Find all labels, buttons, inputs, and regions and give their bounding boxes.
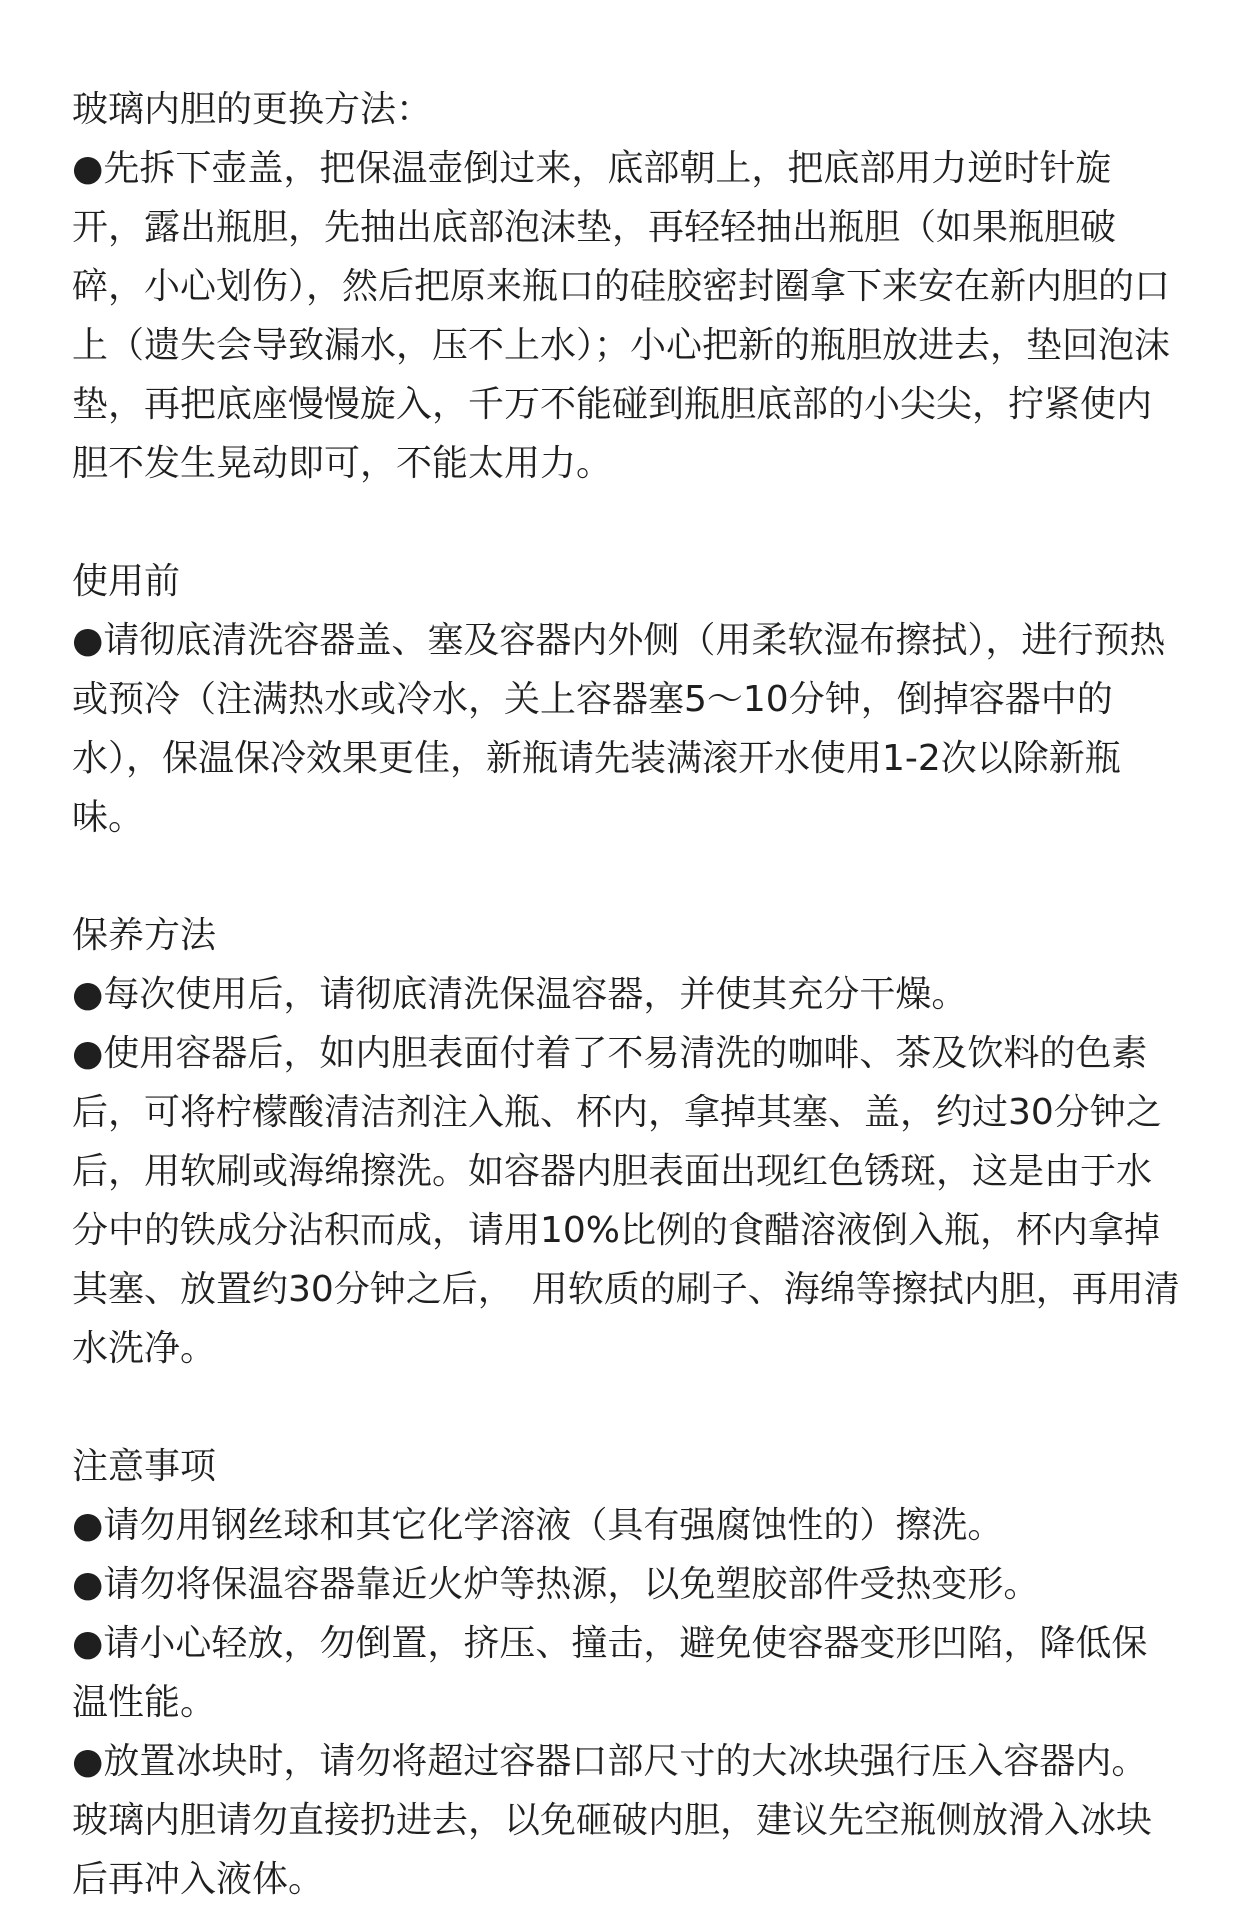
paragraph: ●放置冰块时，请勿将超过容器口部尺寸的大冰块强行压入容器内。玻璃内胆请勿直接扔进去，以免砸破内胆，建议先空瓶侧放滑入冰块后再冲入液体。 [72,1741,1153,1900]
instruction-document [72,80,1182,1909]
paragraph: ●请彻底清洗容器盖、塞及容器内外侧（用柔软湿布擦拭），进行预热或预冷（注满热水或冷水，关上容器塞5～10分钟，倒掉容器中的水），保温保冷效果更佳，新瓶请先装满滚开水使用1-2次以除新瓶味。 [72,620,1166,838]
section-liner-replacement [72,80,1182,493]
section-heading: 保养方法 [72,915,217,956]
paragraph: ●使用容器后，如内胆表面付着了不易清洗的咖啡、茶及饮料的色素后，可将柠檬酸清洁剂注入瓶、杯内，拿掉其塞、盖，约过30分钟之后，用软刷或海绵擦洗。如容器内胆表面出现红色锈斑，这是由于水分中的铁成分沾积而成，请用10%比例的食醋溶液倒入瓶，杯内拿掉其塞、放置约30分钟之后， 用软质的刷子、海绵等擦拭内胆，再用清水洗净。 [72,1033,1180,1369]
section-precautions [72,1437,1182,1909]
section-heading: 使用前 [72,561,181,602]
paragraph: ●先拆下壶盖，把保温壶倒过来，底部朝上，把底部用力逆时针旋开，露出瓶胆，先抽出底部泡沫垫，再轻轻抽出瓶胆（如果瓶胆破碎，小心划伤），然后把原来瓶口的硅胶密封圈拿下来安在新内胆的口上（遗失会导致漏水，压不上水）；小心把新的瓶胆放进去，垫回泡沫垫，再把底座慢慢旋入，千万不能碰到瓶胆底部的小尖尖，拧紧使内胆不发生晃动即可，不能太用力。 [72,148,1171,484]
paragraph: ●请勿将保温容器靠近火炉等热源，以免塑胶部件受热变形。 [72,1564,1040,1605]
section-before-use [72,552,1182,847]
paragraph: ●请小心轻放，勿倒置，挤压、撞击，避免使容器变形凹陷，降低保温性能。 [72,1623,1148,1723]
section-heading: 注意事项 [72,1446,217,1487]
paragraph: ●每次使用后，请彻底清洗保温容器，并使其充分干燥。 [72,974,968,1015]
section-maintenance [72,906,1182,1378]
paragraph: ●请勿用钢丝球和其它化学溶液（具有强腐蚀性的）擦洗。 [72,1505,1004,1546]
section-heading: 玻璃内胆的更换方法： [72,89,433,130]
